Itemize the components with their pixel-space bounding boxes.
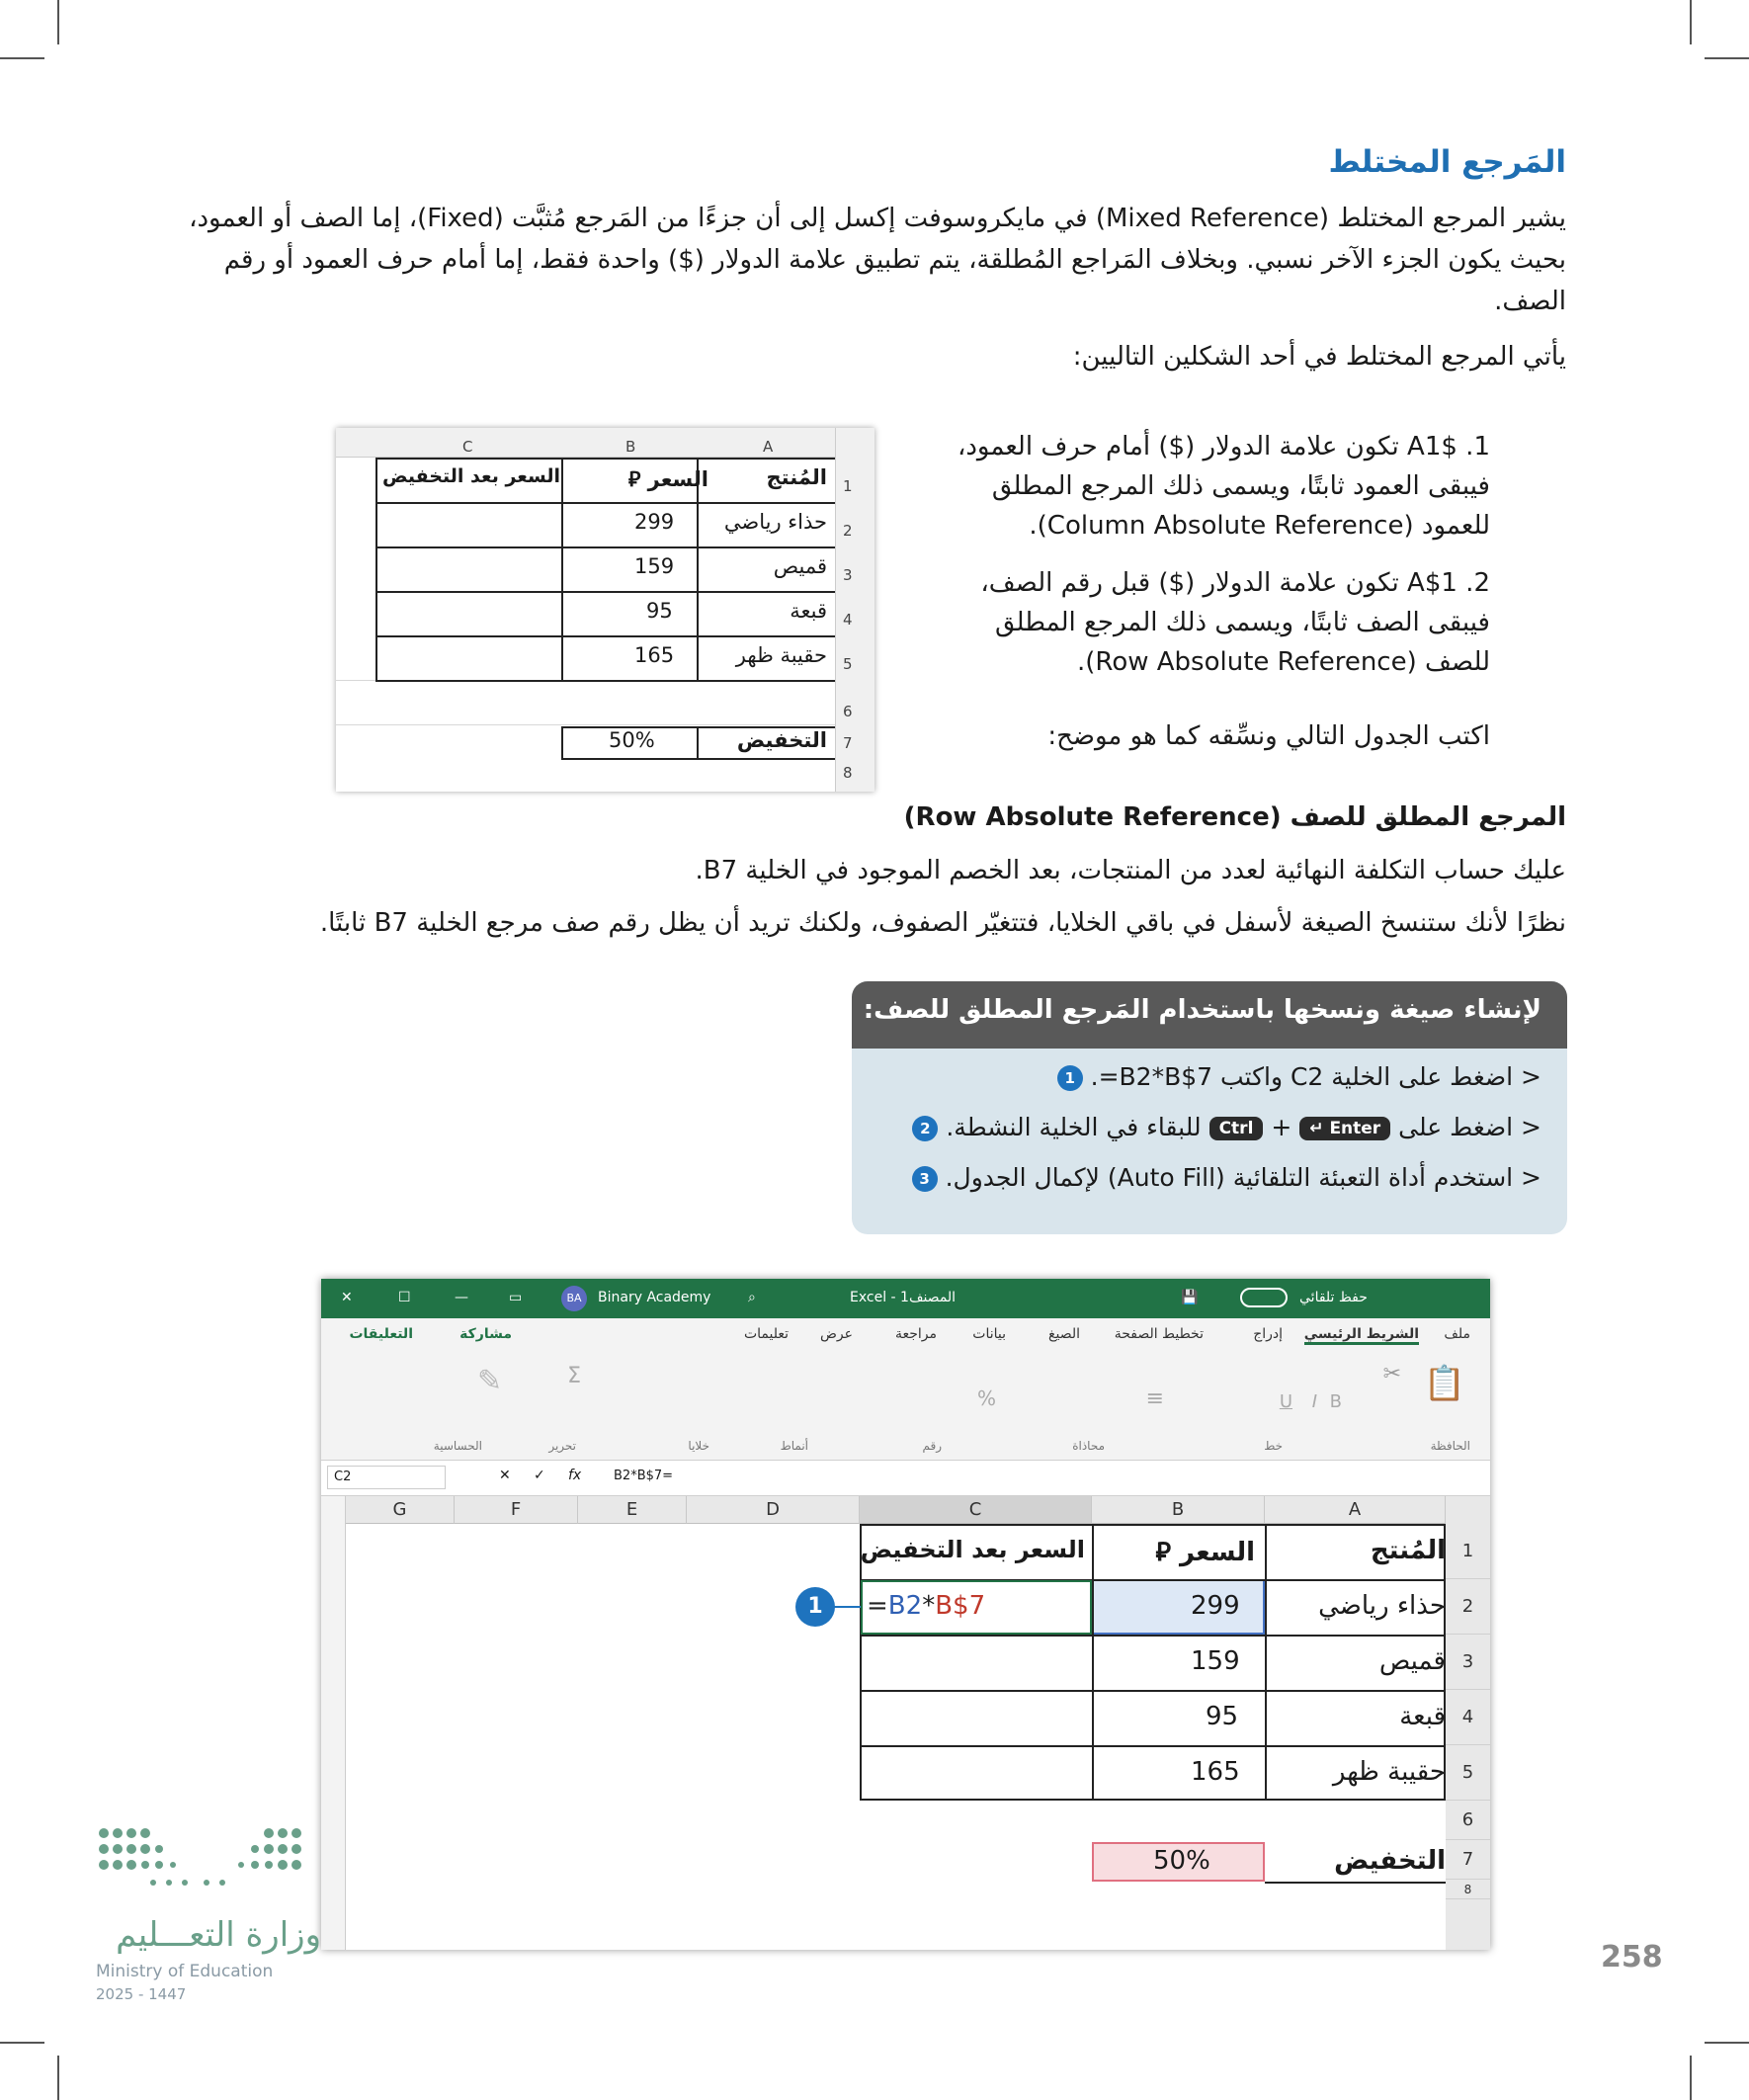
price-cell: 159 — [634, 554, 675, 578]
crop-mark — [1705, 2042, 1749, 2044]
row-number: 8 — [843, 764, 853, 782]
formula-bar — [321, 1461, 1490, 1496]
paste-icon[interactable]: 📋 — [1423, 1364, 1465, 1403]
row-header[interactable]: 2 — [1446, 1579, 1490, 1635]
column-header[interactable]: G — [346, 1496, 455, 1524]
column-header-c[interactable]: C — [860, 1496, 1092, 1524]
col-letter-a: A — [763, 438, 774, 456]
ministry-name-ar: وزارة التعـــليم — [116, 1915, 321, 1955]
price-cell: 299 — [634, 510, 675, 534]
header-after-discount: السعر بعد التخفيض — [381, 465, 560, 487]
group-editing: تحرير — [548, 1439, 576, 1453]
tab-view[interactable]: عرض — [819, 1326, 853, 1342]
product-cell: قميص — [773, 554, 827, 578]
discount-label[interactable]: التخفيض — [1334, 1846, 1446, 1876]
name-box[interactable]: C2 — [327, 1466, 446, 1489]
step-badge: 3 — [912, 1166, 938, 1192]
step-badge: 2 — [912, 1116, 938, 1141]
step-text: < استخدم أداة التعبئة التلقائية (Auto Fill) لإكمال الجدول. — [945, 1163, 1541, 1192]
price-cell[interactable]: 165 — [1191, 1757, 1240, 1787]
row-header[interactable]: 6 — [1446, 1801, 1490, 1840]
tab-file[interactable]: ملف — [1444, 1326, 1470, 1342]
tab-formulas[interactable]: الصيغ — [1048, 1326, 1080, 1342]
forms-intro: يأتي المرجع المختلط في أحد الشكلين التاليين: — [1072, 342, 1566, 372]
callout-title: لإنشاء صيغة ونسخها باستخدام المَرجع المطلق للصف: — [852, 981, 1567, 1049]
percent-icon[interactable]: % — [976, 1386, 996, 1410]
sensitivity-icon[interactable]: ✎ — [476, 1364, 502, 1398]
sum-icon[interactable]: Σ — [567, 1364, 581, 1388]
tab-help[interactable]: تعليمات — [743, 1326, 789, 1342]
header-after-discount[interactable]: السعر بعد التخفيض — [860, 1536, 1085, 1563]
price-cell[interactable]: 299 — [1191, 1591, 1240, 1621]
group-cells: خلايا — [688, 1439, 709, 1453]
product-cell[interactable]: حقيبة ظهر — [1332, 1757, 1446, 1787]
underline-icon[interactable]: U — [1279, 1391, 1292, 1412]
column-header[interactable]: E — [578, 1496, 687, 1524]
function-icon[interactable]: fx — [568, 1468, 582, 1483]
crop-mark — [0, 57, 44, 59]
product-cell: حقيبة ظهر — [735, 643, 827, 667]
excel-screenshot — [321, 1279, 1490, 1950]
callout-step-3 — [912, 1163, 1541, 1192]
row-number: 1 — [843, 477, 853, 495]
price-cell[interactable]: 95 — [1206, 1702, 1239, 1731]
row-header[interactable]: 3 — [1446, 1635, 1490, 1690]
ministry-name-en: Ministry of Education — [96, 1962, 274, 1981]
ribbon-groups — [321, 1352, 1490, 1461]
avatar[interactable]: BA — [561, 1286, 587, 1311]
discount-value[interactable]: 50% — [1153, 1846, 1210, 1876]
row-header[interactable]: 1 — [1446, 1524, 1490, 1579]
window-title: Excel - المصنف1 — [850, 1290, 957, 1305]
column-header[interactable]: D — [687, 1496, 860, 1524]
discount-label: التخفيض — [736, 728, 827, 752]
product-cell[interactable]: حذاء رياضي — [1318, 1591, 1446, 1621]
close-icon[interactable]: ✕ — [341, 1290, 353, 1305]
cut-icon[interactable]: ✂ — [1382, 1362, 1401, 1386]
tab-data[interactable]: بيانات — [972, 1326, 1006, 1342]
italic-icon[interactable]: I — [1311, 1391, 1317, 1412]
product-cell: حذاء رياضي — [723, 510, 827, 534]
row-number: 4 — [843, 611, 853, 629]
step-badge: 1 — [795, 1587, 835, 1627]
ctrl-key: Ctrl — [1209, 1117, 1264, 1140]
autosave-label: حفظ تلقائي — [1299, 1290, 1368, 1305]
account-name: Binary Academy — [598, 1290, 711, 1305]
ribbon-tabs — [321, 1318, 1490, 1352]
crop-mark — [1690, 2056, 1692, 2100]
step-text: < اضغط على الخلية C2 واكتب B2*B$7=. — [1090, 1062, 1541, 1091]
page-number: 258 — [1601, 1940, 1663, 1974]
header-product: المُنتج — [766, 465, 827, 489]
row-header[interactable]: 8 — [1446, 1880, 1490, 1899]
align-icon[interactable]: ≡ — [1145, 1386, 1164, 1411]
minimize-icon[interactable]: — — [455, 1290, 468, 1305]
row-number: 3 — [843, 566, 853, 584]
row-abs-paragraph-1: عليك حساب التكلفة النهائية لعدد من المنتجات، بعد الخصم الموجود في الخلية B7. — [695, 856, 1566, 885]
form-item-1: 1. A1$ تكون علامة الدولار ($) أمام حرف العمود، فيبقى العمود ثابتًا، ويسمى ذلك المرجع المطلق للعمود (Column Absolute Reference). — [957, 432, 1490, 541]
crop-mark — [57, 2056, 59, 2100]
share-button[interactable]: مشاركة — [459, 1326, 512, 1342]
autosave-toggle[interactable] — [1240, 1288, 1288, 1307]
group-font: خط — [1264, 1439, 1283, 1453]
enter-icon[interactable]: ✓ — [534, 1468, 545, 1483]
step-text-post: للبقاء في الخلية النشطة. — [946, 1113, 1202, 1141]
search-icon[interactable]: ⌕ — [748, 1290, 756, 1305]
group-sensitivity: الحساسية — [433, 1439, 482, 1453]
crop-mark — [0, 2042, 44, 2044]
row-header[interactable]: 4 — [1446, 1690, 1490, 1745]
tab-insert[interactable]: إدراج — [1253, 1326, 1283, 1342]
header-price: السعر ⃁ — [627, 467, 708, 491]
bold-icon[interactable]: B — [1329, 1391, 1342, 1412]
cancel-icon[interactable]: ✕ — [499, 1468, 511, 1483]
save-icon[interactable]: 💾 — [1181, 1290, 1199, 1305]
step-text-pre: < اضغط على — [1398, 1113, 1541, 1141]
row-header[interactable]: 7 — [1446, 1840, 1490, 1880]
row-header[interactable]: 5 — [1446, 1745, 1490, 1801]
enter-key: Enter ↵ — [1299, 1117, 1390, 1140]
worksheet-grid — [321, 1496, 1490, 1950]
callout-step-2: < اضغط على Enter ↵ + Ctrl للبقاء في الخلية النشطة. 2 — [912, 1113, 1541, 1141]
logo-dots-icon — [94, 1821, 321, 1910]
tab-page-layout[interactable]: تخطيط الصفحة — [1114, 1326, 1204, 1342]
crop-mark — [1690, 0, 1692, 44]
price-cell[interactable]: 159 — [1191, 1646, 1240, 1676]
product-cell: قبعة — [790, 599, 827, 623]
header-price[interactable]: السعر ⃁ — [1155, 1538, 1255, 1567]
row-abs-heading: المرجع المطلق للصف (Row Absolute Reference) — [903, 802, 1566, 832]
col-letter-b: B — [625, 438, 636, 456]
discount-value: 50% — [609, 728, 655, 752]
column-header[interactable]: B — [1092, 1496, 1265, 1524]
row-number: 7 — [843, 734, 853, 752]
price-cell: 95 — [646, 599, 673, 623]
sample-table-image — [336, 428, 874, 792]
row-number: 5 — [843, 655, 853, 673]
ministry-logo — [94, 1821, 321, 2009]
section-title: المَرجع المختلط — [1328, 144, 1566, 180]
comments-button[interactable]: التعليقات — [349, 1326, 413, 1342]
crop-mark — [57, 0, 59, 44]
row-number: 6 — [843, 703, 853, 720]
steps-callout — [852, 981, 1567, 1234]
form-item-2: 2. A$1 تكون علامة الدولار ($) قبل رقم الصف، فيبقى الصف ثابتًا، ويسمى ذلك المرجع المطلق للصف (Row Absolute Reference). — [980, 568, 1490, 677]
intro-paragraph: يشير المرجع المختلط (Mixed Reference) في مايكروسوفت إكسل إلى أن جزءًا من المَرجع مُثبَّت (Fixed)، إما الصف أو العمود، بحيث يكون الجزء الآخر نسبي. وبخلاف المَراجع المُطلقة، يتم تطبيق علامة الدولار ($) واحدة فقط، إما أمام حرف العمود أو رقم الصف. — [189, 204, 1566, 316]
step-badge: 1 — [1057, 1065, 1083, 1091]
column-header[interactable]: F — [455, 1496, 578, 1524]
product-cell[interactable]: قبعة — [1399, 1702, 1446, 1731]
table-instruction: اكتب الجدول التالي ونسِّقه كما هو موضح: — [1047, 721, 1490, 751]
group-styles: أنماط — [780, 1439, 808, 1453]
excel-title-bar — [321, 1279, 1490, 1318]
column-header[interactable]: A — [1265, 1496, 1446, 1524]
crop-mark — [1705, 57, 1749, 59]
price-cell: 165 — [634, 643, 675, 667]
maximize-icon[interactable]: ☐ — [398, 1290, 411, 1305]
callout-step-1 — [1057, 1062, 1541, 1091]
tab-home[interactable]: الشريط الرئيسي — [1304, 1326, 1419, 1345]
row-number: 2 — [843, 522, 853, 540]
group-number: رقم — [922, 1439, 942, 1453]
tab-review[interactable]: مراجعة — [894, 1326, 937, 1342]
formula-cell[interactable]: =B2*B$7 — [867, 1591, 986, 1621]
col-letter-c: C — [462, 438, 473, 456]
header-product[interactable]: المُنتج — [1370, 1536, 1446, 1565]
row-abs-paragraph-2: نظرًا لأنك ستنسخ الصيغة لأسفل في باقي الخلايا، فتتغيّر الصفوف، ولكنك تريد أن يظل رقم صف مرجع الخلية B7 ثابتًا. — [319, 908, 1566, 938]
layout-icon[interactable]: ▭ — [509, 1290, 523, 1305]
group-clipboard: الحافظة — [1430, 1439, 1470, 1453]
group-alignment: محاذاة — [1072, 1439, 1105, 1453]
year-label: 2025 - 1447 — [96, 1985, 187, 2003]
product-cell[interactable]: قميص — [1378, 1646, 1446, 1676]
formula-input[interactable]: B2*B$7= — [614, 1469, 674, 1483]
